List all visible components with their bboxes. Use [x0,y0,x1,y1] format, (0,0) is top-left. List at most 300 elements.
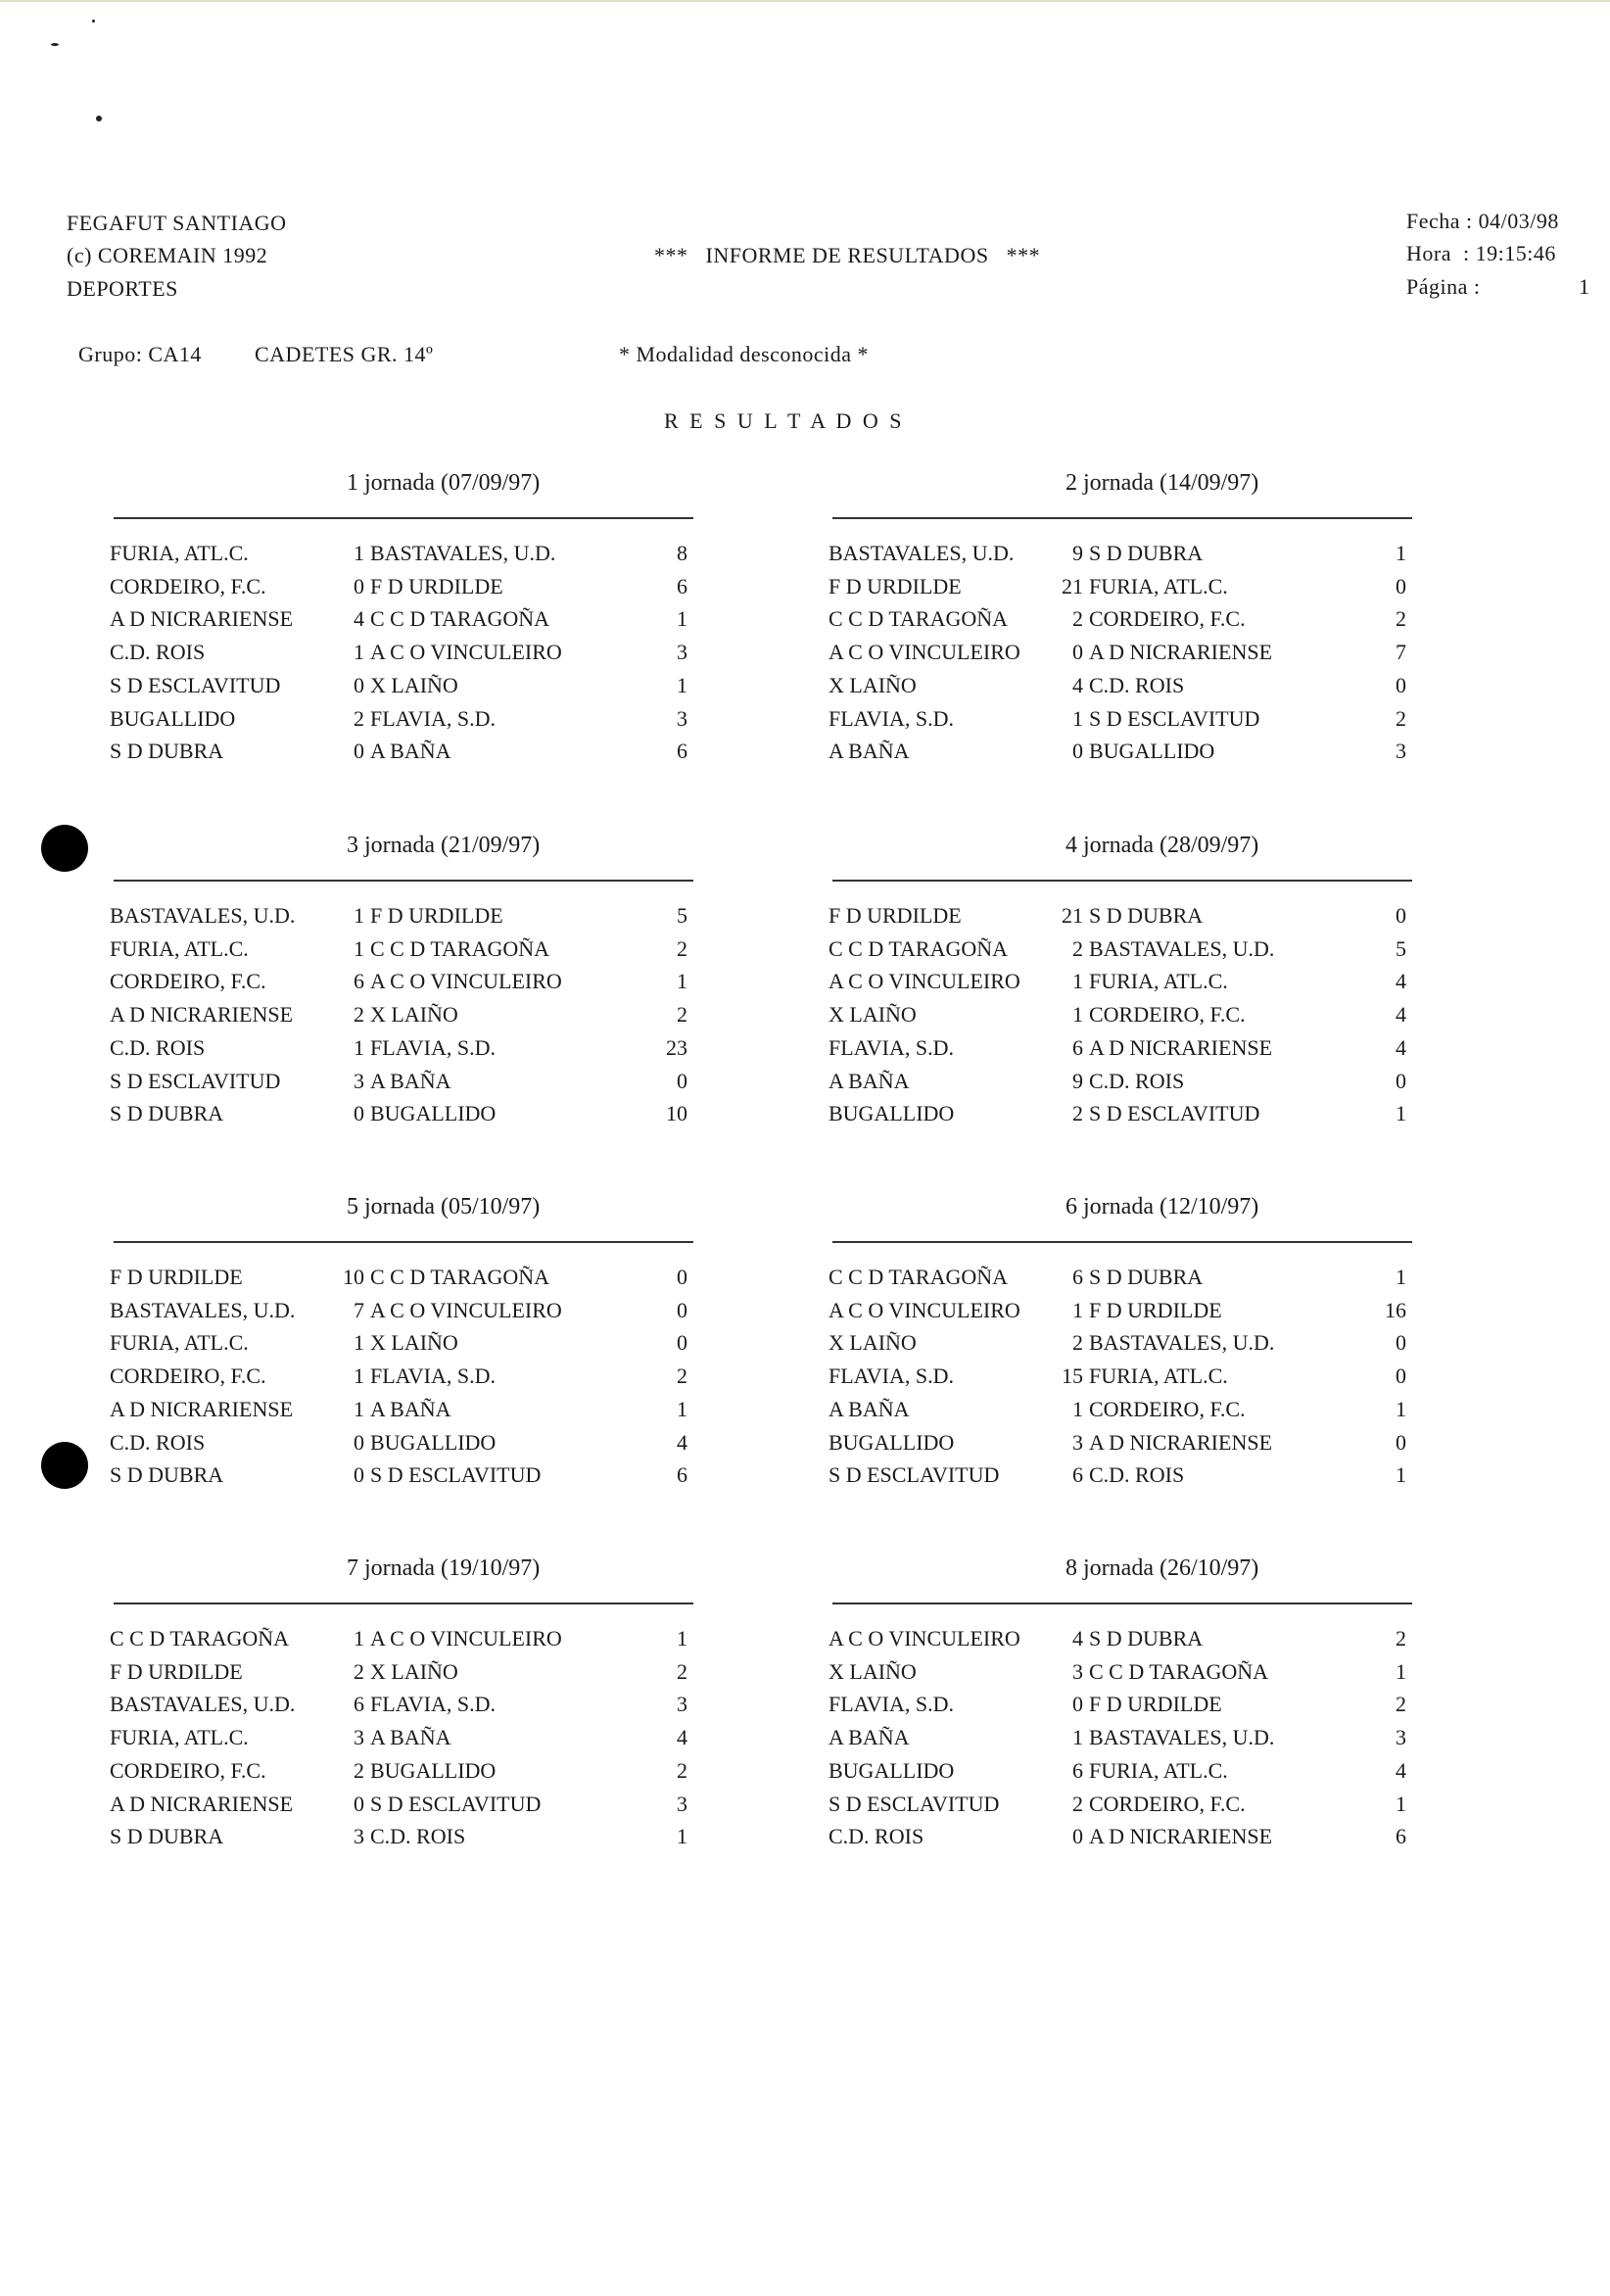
away-score: 3 [1396,1725,1406,1750]
away-team: C.D. ROIS [370,1824,466,1849]
match-row [110,537,717,569]
away-score: 2 [677,1757,687,1783]
away-team: FURIA, ATL.C. [1089,573,1228,598]
home-team: FLAVIA, S.D. [829,1034,954,1060]
home-score: 2 [354,1757,364,1783]
away-team: F D URDILDE [370,903,503,928]
match-row [829,1261,1436,1293]
away-score: 4 [677,1725,687,1750]
home-score: 3 [354,1068,364,1093]
punch-hole [41,825,88,872]
away-team: BASTAVALES, U.D. [1089,1725,1275,1750]
away-score: 4 [1396,1034,1406,1060]
home-team: C C D TARAGOÑA [829,1265,1009,1289]
match-row [110,1688,717,1720]
jornada-title: 2 jornada (14/09/97) [1065,470,1259,496]
away-team: A C O VINCULEIRO [370,1626,562,1650]
home-team: S D DUBRA [110,739,224,764]
home-score: 3 [354,1725,364,1750]
fecha: Fecha : 04/03/98 [1406,209,1559,233]
match-row [110,1655,717,1688]
away-score: 2 [677,935,687,961]
away-team: S D ESCLAVITUD [1089,705,1260,731]
home-score: 0 [354,739,364,764]
away-score: 7 [1396,640,1406,665]
away-team: A BAÑA [370,739,451,764]
match-row [110,1261,717,1293]
home-score: 0 [354,672,364,697]
home-team: A D NICRARIENSE [110,1791,294,1816]
jornada-rule [832,880,1412,882]
away-score: 3 [677,1692,687,1717]
away-team: C.D. ROIS [1089,672,1185,697]
match-row [829,1326,1436,1359]
home-team: BUGALLIDO [829,1757,955,1783]
away-score: 4 [677,1429,687,1455]
away-team: BASTAVALES, U.D. [1089,935,1275,961]
away-team: FLAVIA, S.D. [370,1034,496,1060]
home-team: BUGALLIDO [829,1429,955,1455]
match-row [110,1622,717,1654]
match-row [829,1655,1436,1688]
scan-speck [92,20,95,23]
jornada-rule [114,1241,693,1243]
home-team: S D DUBRA [110,1101,224,1126]
home-score: 6 [1072,1462,1083,1488]
home-score: 1 [354,541,364,565]
home-score: 1 [354,1626,364,1650]
home-team: A BAÑA [829,739,910,764]
scan-speck [51,43,59,46]
away-team: FURIA, ATL.C. [1089,969,1228,994]
home-score: 2 [1072,1330,1083,1356]
home-score: 6 [354,1692,364,1717]
home-score: 0 [1072,640,1083,665]
away-score: 0 [1396,1363,1406,1389]
away-score: 1 [677,1626,687,1650]
home-team: F D URDILDE [829,903,962,928]
away-team: A BAÑA [370,1725,451,1750]
home-score: 2 [1072,1101,1083,1126]
match-row [110,1788,717,1820]
home-score: 3 [354,1824,364,1849]
home-team: X LAIÑO [829,1658,917,1684]
match-row [829,1031,1436,1064]
match-row [110,965,717,997]
home-team: X LAIÑO [829,672,917,697]
match-row [110,998,717,1030]
match-row [829,1459,1436,1491]
away-team: CORDEIRO, F.C. [1089,606,1246,632]
jornada-title: 7 jornada (19/10/97) [347,1555,541,1581]
away-score: 2 [1396,1692,1406,1717]
home-score: 10 [343,1265,364,1289]
away-team: BASTAVALES, U.D. [370,541,556,565]
away-team: BUGALLIDO [1089,739,1215,764]
home-score: 0 [1072,739,1083,764]
home-team: FURIA, ATL.C. [110,1330,249,1356]
home-score: 0 [354,573,364,598]
away-score: 4 [1396,1757,1406,1783]
home-team: BASTAVALES, U.D. [829,541,1015,565]
away-team: BUGALLIDO [370,1101,497,1126]
home-score: 3 [1072,1658,1083,1684]
home-team: C C D TARAGOÑA [110,1626,290,1650]
match-row [829,1754,1436,1787]
away-team: A C O VINCULEIRO [370,1297,562,1322]
categoria: CADETES GR. 14º [255,342,434,366]
match-row [829,602,1436,635]
jornada-title: 3 jornada (21/09/97) [347,833,541,858]
away-score: 1 [1396,1791,1406,1816]
match-row [829,537,1436,569]
match-row [829,1065,1436,1097]
home-team: FLAVIA, S.D. [829,1363,954,1389]
away-team: CORDEIRO, F.C. [1089,1396,1246,1421]
away-team: FLAVIA, S.D. [370,1692,496,1717]
away-score: 0 [1396,672,1406,697]
home-score: 1 [354,1396,364,1421]
home-score: 0 [1072,1824,1083,1849]
report-title: *** INFORME DE RESULTADOS *** [654,243,1041,267]
home-score: 1 [1072,705,1083,731]
match-row [829,669,1436,701]
away-score: 3 [677,640,687,665]
match-row [829,899,1436,932]
away-score: 0 [677,1068,687,1093]
away-team: FURIA, ATL.C. [1089,1363,1228,1389]
away-score: 4 [1396,1002,1406,1028]
away-score: 2 [677,1363,687,1389]
away-score: 2 [677,1658,687,1684]
jornada-title: 8 jornada (26/10/97) [1065,1555,1259,1581]
away-team: S D DUBRA [1089,541,1204,565]
home-score: 6 [1072,1034,1083,1060]
match-row [110,1031,717,1064]
jornada-rule [832,1241,1412,1243]
away-team: A C O VINCULEIRO [370,640,562,665]
home-score: 15 [1062,1363,1083,1389]
home-score: 6 [1072,1265,1083,1289]
away-score: 3 [677,705,687,731]
match-row [829,1622,1436,1654]
away-team: X LAIÑO [370,1002,458,1028]
match-row [110,636,717,668]
home-team: S D ESCLAVITUD [110,1068,281,1093]
away-team: S D ESCLAVITUD [370,1462,542,1488]
away-team: C C D TARAGOÑA [1089,1658,1269,1684]
match-row [829,998,1436,1030]
away-team: S D ESCLAVITUD [1089,1101,1260,1126]
home-team: C.D. ROIS [110,640,206,665]
away-score: 0 [1396,1429,1406,1455]
home-score: 2 [1072,606,1083,632]
away-score: 0 [677,1297,687,1322]
home-team: BUGALLIDO [110,705,236,731]
away-score: 0 [677,1265,687,1289]
home-team: A BAÑA [829,1068,910,1093]
home-team: S D ESCLAVITUD [110,672,281,697]
match-row [110,1326,717,1359]
away-score: 3 [677,1791,687,1816]
away-score: 3 [1396,739,1406,764]
home-team: S D ESCLAVITUD [829,1462,1000,1488]
home-score: 1 [354,1034,364,1060]
home-score: 4 [354,606,364,632]
away-score: 2 [1396,1626,1406,1650]
match-row [829,1721,1436,1753]
jornada-rule [114,880,693,882]
match-row [110,1097,717,1129]
match-row [110,1820,717,1852]
home-team: F D URDILDE [829,573,962,598]
away-team: F D URDILDE [1089,1692,1222,1717]
home-team: FURIA, ATL.C. [110,1725,249,1750]
pagina-value: 1 [1579,274,1590,299]
home-score: 0 [354,1429,364,1455]
home-team: CORDEIRO, F.C. [110,1757,266,1783]
away-score: 2 [1396,705,1406,731]
home-team: A D NICRARIENSE [110,1002,294,1028]
match-row [829,570,1436,602]
home-score: 9 [1072,541,1083,565]
match-row [110,1360,717,1392]
match-row [110,1393,717,1425]
away-team: C C D TARAGOÑA [370,606,550,632]
jornada-rule [832,517,1412,519]
home-team: CORDEIRO, F.C. [110,969,266,994]
jornada-title: 4 jornada (28/09/97) [1065,833,1259,858]
home-score: 2 [1072,935,1083,961]
home-score: 6 [354,969,364,994]
away-score: 10 [666,1101,687,1126]
away-score: 1 [677,969,687,994]
match-row [110,669,717,701]
home-team: FLAVIA, S.D. [829,1692,954,1717]
home-team: FURIA, ATL.C. [110,541,249,565]
match-row [829,965,1436,997]
away-score: 1 [677,1396,687,1421]
away-score: 6 [1396,1824,1406,1849]
match-row [829,636,1436,668]
away-score: 1 [677,1824,687,1849]
jornada-rule [832,1602,1412,1604]
home-team: CORDEIRO, F.C. [110,573,266,598]
home-team: C C D TARAGOÑA [829,606,1009,632]
jornada-title: 5 jornada (05/10/97) [347,1194,541,1220]
home-score: 21 [1062,573,1083,598]
match-row [829,1788,1436,1820]
away-score: 0 [1396,903,1406,928]
home-score: 1 [1072,1725,1083,1750]
match-row [829,735,1436,767]
away-score: 1 [1396,1462,1406,1488]
home-score: 0 [354,1101,364,1126]
home-team: F D URDILDE [110,1658,243,1684]
match-row [829,1688,1436,1720]
home-team: C.D. ROIS [110,1034,206,1060]
home-score: 4 [1072,672,1083,697]
away-score: 1 [1396,1658,1406,1684]
away-score: 0 [1396,573,1406,598]
home-team: C.D. ROIS [110,1429,206,1455]
match-row [110,1065,717,1097]
home-team: BASTAVALES, U.D. [110,1692,296,1717]
away-score: 1 [1396,541,1406,565]
away-team: X LAIÑO [370,1658,458,1684]
home-team: X LAIÑO [829,1002,917,1028]
away-score: 2 [1396,606,1406,632]
match-row [829,1294,1436,1326]
match-row [110,1459,717,1491]
home-team: C.D. ROIS [829,1824,924,1849]
home-score: 3 [1072,1429,1083,1455]
away-team: CORDEIRO, F.C. [1089,1791,1246,1816]
match-row [110,1754,717,1787]
away-team: A BAÑA [370,1068,451,1093]
jornada-rule [114,517,693,519]
match-row [829,702,1436,735]
match-row [110,1426,717,1459]
away-team: S D DUBRA [1089,1265,1204,1289]
away-score: 5 [677,903,687,928]
jornada-rule [114,1602,693,1604]
home-score: 1 [354,1330,364,1356]
away-team: A BAÑA [370,1396,451,1421]
away-team: CORDEIRO, F.C. [1089,1002,1246,1028]
away-score: 0 [1396,1068,1406,1093]
away-team: A D NICRARIENSE [1089,1824,1273,1849]
away-team: C.D. ROIS [1089,1462,1185,1488]
home-score: 2 [354,1658,364,1684]
away-team: FLAVIA, S.D. [370,1363,496,1389]
match-row [110,570,717,602]
away-team: FURIA, ATL.C. [1089,1757,1228,1783]
home-team: F D URDILDE [110,1265,243,1289]
match-row [110,1721,717,1753]
match-row [110,735,717,767]
pagina-label: Página : [1406,274,1481,299]
home-score: 9 [1072,1068,1083,1093]
away-team: BUGALLIDO [370,1757,497,1783]
home-score: 1 [354,640,364,665]
away-score: 5 [1396,935,1406,961]
home-score: 7 [354,1297,364,1322]
home-score: 6 [1072,1757,1083,1783]
away-team: BUGALLIDO [370,1429,497,1455]
away-team: X LAIÑO [370,1330,458,1356]
away-team: S D DUBRA [1089,903,1204,928]
match-row [110,702,717,735]
away-score: 23 [666,1034,687,1060]
match-row [829,1820,1436,1852]
punch-hole [41,1442,88,1489]
home-score: 21 [1062,903,1083,928]
home-team: A D NICRARIENSE [110,606,294,632]
home-team: CORDEIRO, F.C. [110,1363,266,1389]
home-score: 4 [1072,1626,1083,1650]
away-score: 8 [677,541,687,565]
away-score: 16 [1385,1297,1406,1322]
home-team: S D DUBRA [110,1462,224,1488]
away-team: S D ESCLAVITUD [370,1791,542,1816]
away-team: A D NICRARIENSE [1089,1429,1273,1455]
home-team: BASTAVALES, U.D. [110,903,296,928]
match-row [829,933,1436,965]
match-row [829,1393,1436,1425]
modalidad: * Modalidad desconocida * [619,342,870,366]
away-team: F D URDILDE [1089,1297,1222,1322]
away-team: A D NICRARIENSE [1089,640,1273,665]
jornada-title: 1 jornada (07/09/97) [347,470,541,496]
home-team: FLAVIA, S.D. [829,705,954,731]
home-score: 0 [1072,1692,1083,1717]
home-score: 1 [354,903,364,928]
away-team: BASTAVALES, U.D. [1089,1330,1275,1356]
away-team: S D DUBRA [1089,1626,1204,1650]
home-score: 1 [1072,1297,1083,1322]
home-team: FURIA, ATL.C. [110,935,249,961]
away-score: 1 [1396,1101,1406,1126]
grupo: Grupo: CA14 [78,342,202,366]
home-score: 1 [354,1363,364,1389]
home-score: 2 [354,1002,364,1028]
home-team: A BAÑA [829,1396,910,1421]
match-row [110,899,717,932]
away-team: C C D TARAGOÑA [370,935,550,961]
home-team: A C O VINCULEIRO [829,969,1020,994]
home-team: X LAIÑO [829,1330,917,1356]
home-score: 0 [354,1462,364,1488]
home-team: A BAÑA [829,1725,910,1750]
copyright: (c) COREMAIN 1992 [67,243,268,267]
home-team: A C O VINCULEIRO [829,640,1020,665]
home-team: BASTAVALES, U.D. [110,1297,296,1322]
home-score: 1 [1072,1396,1083,1421]
scan-top-edge [0,0,1610,2]
home-team: A C O VINCULEIRO [829,1297,1020,1322]
away-score: 1 [677,606,687,632]
jornada-title: 6 jornada (12/10/97) [1065,1194,1259,1220]
away-score: 4 [1396,969,1406,994]
home-score: 0 [354,1791,364,1816]
away-team: C.D. ROIS [1089,1068,1185,1093]
home-team: S D ESCLAVITUD [829,1791,1000,1816]
home-score: 2 [354,705,364,731]
away-team: F D URDILDE [370,573,503,598]
scan-speck [96,116,102,121]
away-team: FLAVIA, S.D. [370,705,496,731]
away-score: 1 [1396,1265,1406,1289]
home-team: A D NICRARIENSE [110,1396,294,1421]
away-score: 1 [677,672,687,697]
department: DEPORTES [67,276,178,301]
hora: Hora : 19:15:46 [1406,241,1556,265]
match-row [829,1360,1436,1392]
org-name: FEGAFUT SANTIAGO [67,211,287,235]
away-team: X LAIÑO [370,672,458,697]
away-score: 0 [677,1330,687,1356]
home-team: A C O VINCULEIRO [829,1626,1020,1650]
home-score: 1 [1072,1002,1083,1028]
away-score: 0 [1396,1330,1406,1356]
away-score: 6 [677,739,687,764]
section-title: R E S U L T A D O S [664,408,905,433]
home-team: C C D TARAGOÑA [829,935,1009,961]
away-score: 2 [677,1002,687,1028]
home-score: 2 [1072,1791,1083,1816]
match-row [110,1294,717,1326]
